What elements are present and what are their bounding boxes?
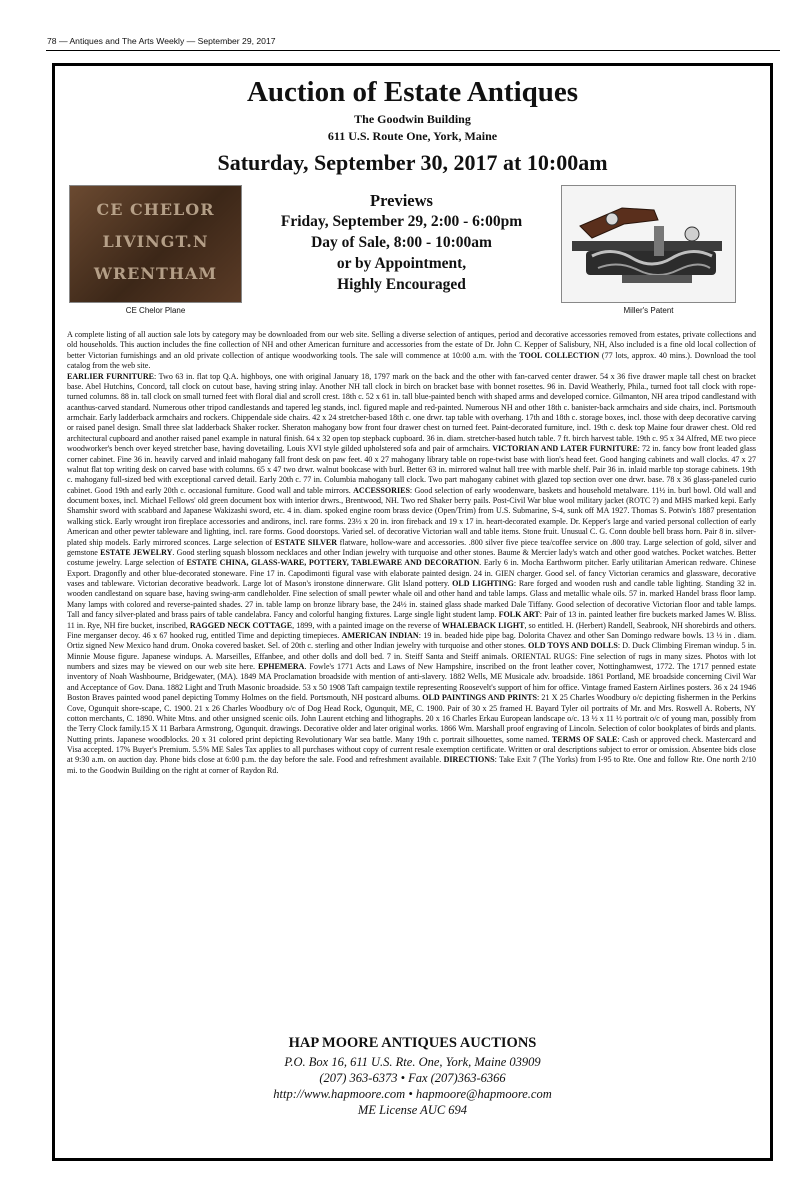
preview-line-3: or by Appointment, bbox=[336, 255, 467, 272]
heading-estate-jewelry: ESTATE JEWELRY bbox=[100, 547, 173, 557]
heading-whaleback: WHALEBACK LIGHT bbox=[441, 620, 525, 630]
text-toys-dolls: : D. Duck Climbing Fireman windup. 5 in. Minnie Mouse figure. Japanese windups. A. Marseilles, Effanbee, and other dolls and doll bed. 7 in. Steiff Santa and Steiff animals. ORIENTAL RUGS: Fine selection of rugs in many sizes. Photos with lot numbers and sizes may be viewed on our web site here. bbox=[67, 641, 756, 671]
stamp-line-1: CE CHELOR bbox=[96, 200, 215, 219]
auction-ad bbox=[52, 63, 773, 1161]
heading-american-indian: AMERICAN INDIAN bbox=[341, 630, 419, 640]
text-estate-jewelry: . Good sterling squash blossom necklaces and other Indian jewelry with turquoise and other stones. Baume & Mercier lady's watch and other good watches. Pocket watches. Better costume jewelry. Large selection of bbox=[67, 547, 757, 568]
text-estate-silver: flatware, hollow-ware and accessories. .800 silver five piece tea/coffee service on .800 tray. Large selection of gold, silver and gemstone bbox=[67, 537, 756, 557]
ad-title: Auction of Estate Antiques bbox=[246, 76, 579, 108]
sale-date: Saturday, September 30, 2017 at 10:00am bbox=[217, 150, 608, 175]
footer-contact bbox=[55, 1035, 770, 1118]
chelor-plane-photo bbox=[69, 185, 242, 303]
heading-directions: DIRECTIONS bbox=[443, 755, 495, 765]
millers-patent-caption: Miller's Patent bbox=[623, 306, 674, 315]
text-whaleback: , so entitled. H. (Herbert) Randell, Seabrook, NH shorebirds and others. Fine merganser decoy. 46 x 67 hooked rug, entitled Time and depicting timepieces. bbox=[67, 620, 756, 640]
previews-heading: Previews bbox=[370, 191, 433, 210]
page-header: 78 — Antiques and The Arts Weekly — September 29, 2017 bbox=[47, 36, 276, 46]
text-accessories: : Good selection of early woodenware, baskets and household metalware. 11½ in. burl bowl. Old wall and document boxes, incl. Michael Fellows' old green document box with interior drwrs., Brentwood, NH. Two red Shaker berry pails. Post-Civil War blue wool military jacket (ROTC ?) and MHS marked kepi. Early Shamshir sword with scabbard and Japanese Wakizashi sword, etc. 4 in. diam. spoked engine room brass device (Open/Trim) from U.S. Submarine, S-4, sunk off MA 1927. Thomas S. Potwin's 1887 presentation walking stick. Early wrought iron fireplace accessories and andirons, incl. rare forms. 23½ x 20 in. iron fireback and 19 x 17 in. heart-decorated example. Dr. Kepper's large and varied personal collection of early American and other pewter tableware and lighting, incl. rare forms. Good doorstops. Varied sel. of decorative Victorian wall and table items. Stone fruit. Unusual C. G. Conn double bell brass horn. Pair 8 in. silver-plated ship models. Early mirrored sconces. Large selection of bbox=[67, 485, 756, 547]
text-victorian-furniture: : 72 in. fancy bow front leaded glass corner cabinet. Fine 36 in. heavily carved and inlaid mahogany fall front desk on paw feet. 40 x 27 mahogany library table on rope-twist base with lion's head feet. Good hanging cabinets and wall clocks. 47 x 27 walnut flat top writing desk on carved base with columns. 65 x 47 two drwr. walnut bookcase with burl. Better 63 in. mirrored walnut hall tree with marble shelf. Pair 36 in. inlaid marble top storage cabinets. 19th c. mahogany full-sized bed with exceptional carved detail. Early 20th c. 77 in. Columbia mahogany tall clock. Two part mahogany cabinet with glazed top section over one drwr. base. 78 x 36 glass-paneled curio cabinet. Good 19th and early 20th c. occasional furniture. Good wall and table mirrors. bbox=[67, 444, 756, 495]
text-ragged-neck: , 1899, with a painted image on the reverse of bbox=[292, 620, 440, 630]
heading-tool-collection: TOOL COLLECTION bbox=[519, 350, 600, 360]
intro-text: A complete listing of all auction sale lots by category may be downloaded from our web site. Selling a diverse selection of antiques, period and decorative accessories removed from estates, private collections and old households. This auction includes the fine collection of NH and other American furniture and accessories from the estate of Dr. John C. Kepper of Salisbury, NH, Also included is a fine old local collection of better Victorian furnishings and an old private collection of antique woodworking tools. The sale will commence at 10:00 a.m. with the bbox=[67, 330, 756, 360]
preview-line-4: Highly Encouraged bbox=[337, 276, 466, 293]
heading-victorian-furniture: VICTORIAN AND LATER FURNITURE bbox=[492, 444, 638, 454]
text-tool-collection: (77 lots, approx. 40 mins.). Download the tool catalog from the web site. bbox=[67, 350, 757, 371]
text-american-indian: : 19 in. beaded hide pipe bag. Dolorita Chavez and other San Domingo redware bowls. 13 ½ in . diam. Ortiz signed New Mexico hand drum. Onoka covered basket. Sel. of 20th c. sterling and other Indian jewelry with turquoise and other stones. bbox=[67, 630, 756, 651]
millers-patent-photo bbox=[561, 185, 736, 303]
stamp-line-2: LIVINGT.N bbox=[102, 232, 209, 251]
chelor-plane-caption: CE Chelor Plane bbox=[125, 306, 186, 315]
venue: The Goodwin Building bbox=[354, 112, 471, 126]
text-ephemera: . Fowle's 1771 Acts and Laws of New Hampshire, inscribed on the front leather cover, Nottinghamwest, 1772. The 1717 penned estate inventory of Noah Washbourne, Bridgewater, (MA). 1849 MA Proclamation broadside with mention of anti-slavery. 1882 Wells, ME Musicale adv. broadside. 1861 Portland, ME broadside concerning Civil War and Acceptance of Gov. Dana. 1882 Light and Truth Masonic broadside. 53 x 50 1908 Taft campaign textile representing Roosevelt's support of him for office. Vintage framed Eastern Airlines posters. 36 x 24 1946 Boston Braves painted wood panel depicting Tommy Holmes on the field. Portsmouth, NH postcard albums. bbox=[67, 662, 756, 703]
text-estate-china: . Early 6 in. Mocha Earthworm pitcher. Early utilitarian American redware. Chinese Export. Dragonfly and other blue-decorated stoneware. Fine 17 in. Capodimonti figural vase with elaborate painted design. 24 in. GIEN charger. Good sel. of fancy Victorian ceramics and glassware, decorative vases and tableware. Victorian decorative beadwork. Large lot of Mason's ironstone dinnerware. Glit Island pottery. bbox=[67, 558, 756, 588]
text-old-lighting: : Rare forged and wooden rush and candle table lighting. Standing 32 in. wooden candlestand on square base, having swing-arm candleholder. Fine selection of small pewter whale oil and other hand and table lamps. Glass and metallic whale oils. 57 in. marked Handel brass floor lamp. Many lamps with colored and reverse-painted shades. 27 in. table lamp on bronze library base, the 24½ in. stained glass shade marked Dale Tiffany. Good selection of decorative Victorian floor and table lamps. Tall and fancy silver-plated and brass pairs of table candelabra. Fancy and colorful hanging fixtures. Large single light student lamp. bbox=[67, 579, 756, 620]
heading-accessories: ACCESSORIES bbox=[353, 485, 410, 495]
heading-ragged-neck: RAGGED NECK COTTAGE bbox=[189, 620, 293, 630]
header-divider bbox=[46, 50, 780, 51]
preview-line-2: Day of Sale, 8:00 - 10:00am bbox=[311, 234, 492, 251]
heading-paintings: OLD PAINTINGS AND PRINTS bbox=[422, 693, 537, 703]
text-directions: : Take Exit 7 (The Yorks) from I-95 to Rte. One and follow Rte. One north 2/10 mi. to the Goodwin Building on the right at corner of Raydon Rd. bbox=[67, 755, 756, 775]
auction-description bbox=[67, 330, 756, 776]
heading-old-lighting: OLD LIGHTING bbox=[452, 579, 514, 588]
heading-estate-china: ESTATE CHINA, GLASS-WARE, POTTERY, TABLEWARE AND DECORATION bbox=[186, 558, 480, 568]
company-address: P.O. Box 16, 611 U.S. Rte. One, York, Maine 03909 bbox=[284, 1055, 541, 1069]
stamp-line-3: WRENTHAM bbox=[93, 264, 218, 283]
text-paintings: : 21 X 25 Charles Woodbury o/c depicting fishermen in the Perkins Cove, Ogunquit shore-scape, C. 1900. 21 x 26 Charles Woodbury o/c of Dog Head Rock, Ogunquit, ME, C. 1900. Pair of 30 x 25 framed H. Bayard Tyler oil portraits of Mr. and Mrs. Roswell A. Roberts, NY cotton merchants, C. 1890. White Mtns. and other unsigned scenic oils. John Laurent etching and lithographs. 20 x 16 Charles Erkau European landscape o/c. 13 ½ x 11 ½ portrait o/c of young man, possibly from the Terry Clock family.15 X 11 Barbara Armstrong, Ogunquit. drawings. Decorative older and later original works. 1866 Wm. Marshall proof engraving of Lincoln. Selection of color bookplates of birds and plants. Nutting prints. Japanese woodblocks. 20 x 31 colored print depicting Revolutionary War sea battle. Many 19th c. portrait silhouettes, some named. bbox=[67, 693, 757, 744]
license-number: ME License AUC 694 bbox=[357, 1103, 468, 1117]
company-web-email[interactable]: http://www.hapmoore.com • hapmoore@hapmoore.com bbox=[273, 1087, 552, 1101]
text-terms: : Cash or approved check. Mastercard and Visa accepted. 17% Buyer's Premium. 5.5% ME Sales Tax applies to all purchases without copy of current resale exemption certificate. Written or oral descriptions subject to error or omission. Absentee bids close at 9:30 a.m. on auction day. Phone bids close at 6:00 p.m. the day before the sale. Food and refreshment available. bbox=[67, 734, 756, 765]
heading-estate-silver: ESTATE SILVER bbox=[274, 537, 338, 547]
company-phones: (207) 363-6373 • Fax (207)363-6366 bbox=[319, 1071, 506, 1085]
heading-toys-dolls: OLD TOYS AND DOLLS bbox=[528, 641, 618, 651]
previews-block bbox=[245, 190, 558, 295]
heading-earlier-furniture: EARLIER FURNITURE bbox=[67, 371, 155, 381]
text-earlier-furniture: : Two 63 in. flat top Q.A. highboys, one with original January 18, 1797 mark on the back and the other with fan-carved center drawer. 54 x 36 five drawer maple tall chest on bracket base. Abel Hutchins, Concord, tall clock on cutout base, having string inlay. Another NH tall clock in birch on bracket base with bonnet rosettes. 96 in. David Weatherly, Phila., turned foot tall clock with rope-turned columns. 88 in. tall clock on small turned feet with floral dial and scroll crest. 18th c. 52 x 61 in. tall blue-painted bench with shaped arms and developed cornice. Gilmanton, NH area tripod candlestand with acanthus-carved standard. Numerous other tripod candlestands and tapered leg stands, incl. figured maple and red-painted. Numerous NH and other 18th c. banister-back armchairs and side chairs, incl. Portsmouth armchair. Early ladderback armchairs and rockers. Chippendale side chairs. 42 x 24 stretcher-based 18th c. one drwr. tap table with overhang. 17th and 18th c. storage boxes, incl. those with deep decorative carving or raised panel design. Small three slat ladderback Shaker rocker. Sheraton mahogany bow front four drawer chest on turned feet. Paint-decorated furniture, incl. 19th c. desk top Maine four drawer chest. Old red architectural cupboard and another raised panel example in natural finish. 64 x 32 open top stepback cupboard. 36 in. diam. stretcher-based hutch table. 7 ft. birch harvest table. 19th c. 95 x 34 Alfred, ME two piece woodworker's bench over keyed stretcher base, having dovetailing. Louis XVI style gilded upholstered sofa and pair of armchairs. bbox=[67, 371, 756, 454]
venue-address: 611 U.S. Route One, York, Maine bbox=[327, 129, 498, 143]
preview-line-1: Friday, September 29, 2:00 - 6:00pm bbox=[280, 213, 523, 230]
heading-folk-art: FOLK ART bbox=[498, 610, 540, 620]
text-folk-art: : Pair of 13 in. painted leather fire buckets marked James W. Bliss. 11 in. Rye, NH fire bucket, inscribed, bbox=[67, 610, 757, 630]
plow-plane-illustration bbox=[562, 186, 736, 303]
heading-terms: TERMS OF SALE bbox=[551, 734, 618, 744]
heading-ephemera: EPHEMERA bbox=[257, 662, 305, 671]
company-name: HAP MOORE ANTIQUES AUCTIONS bbox=[288, 1035, 537, 1051]
